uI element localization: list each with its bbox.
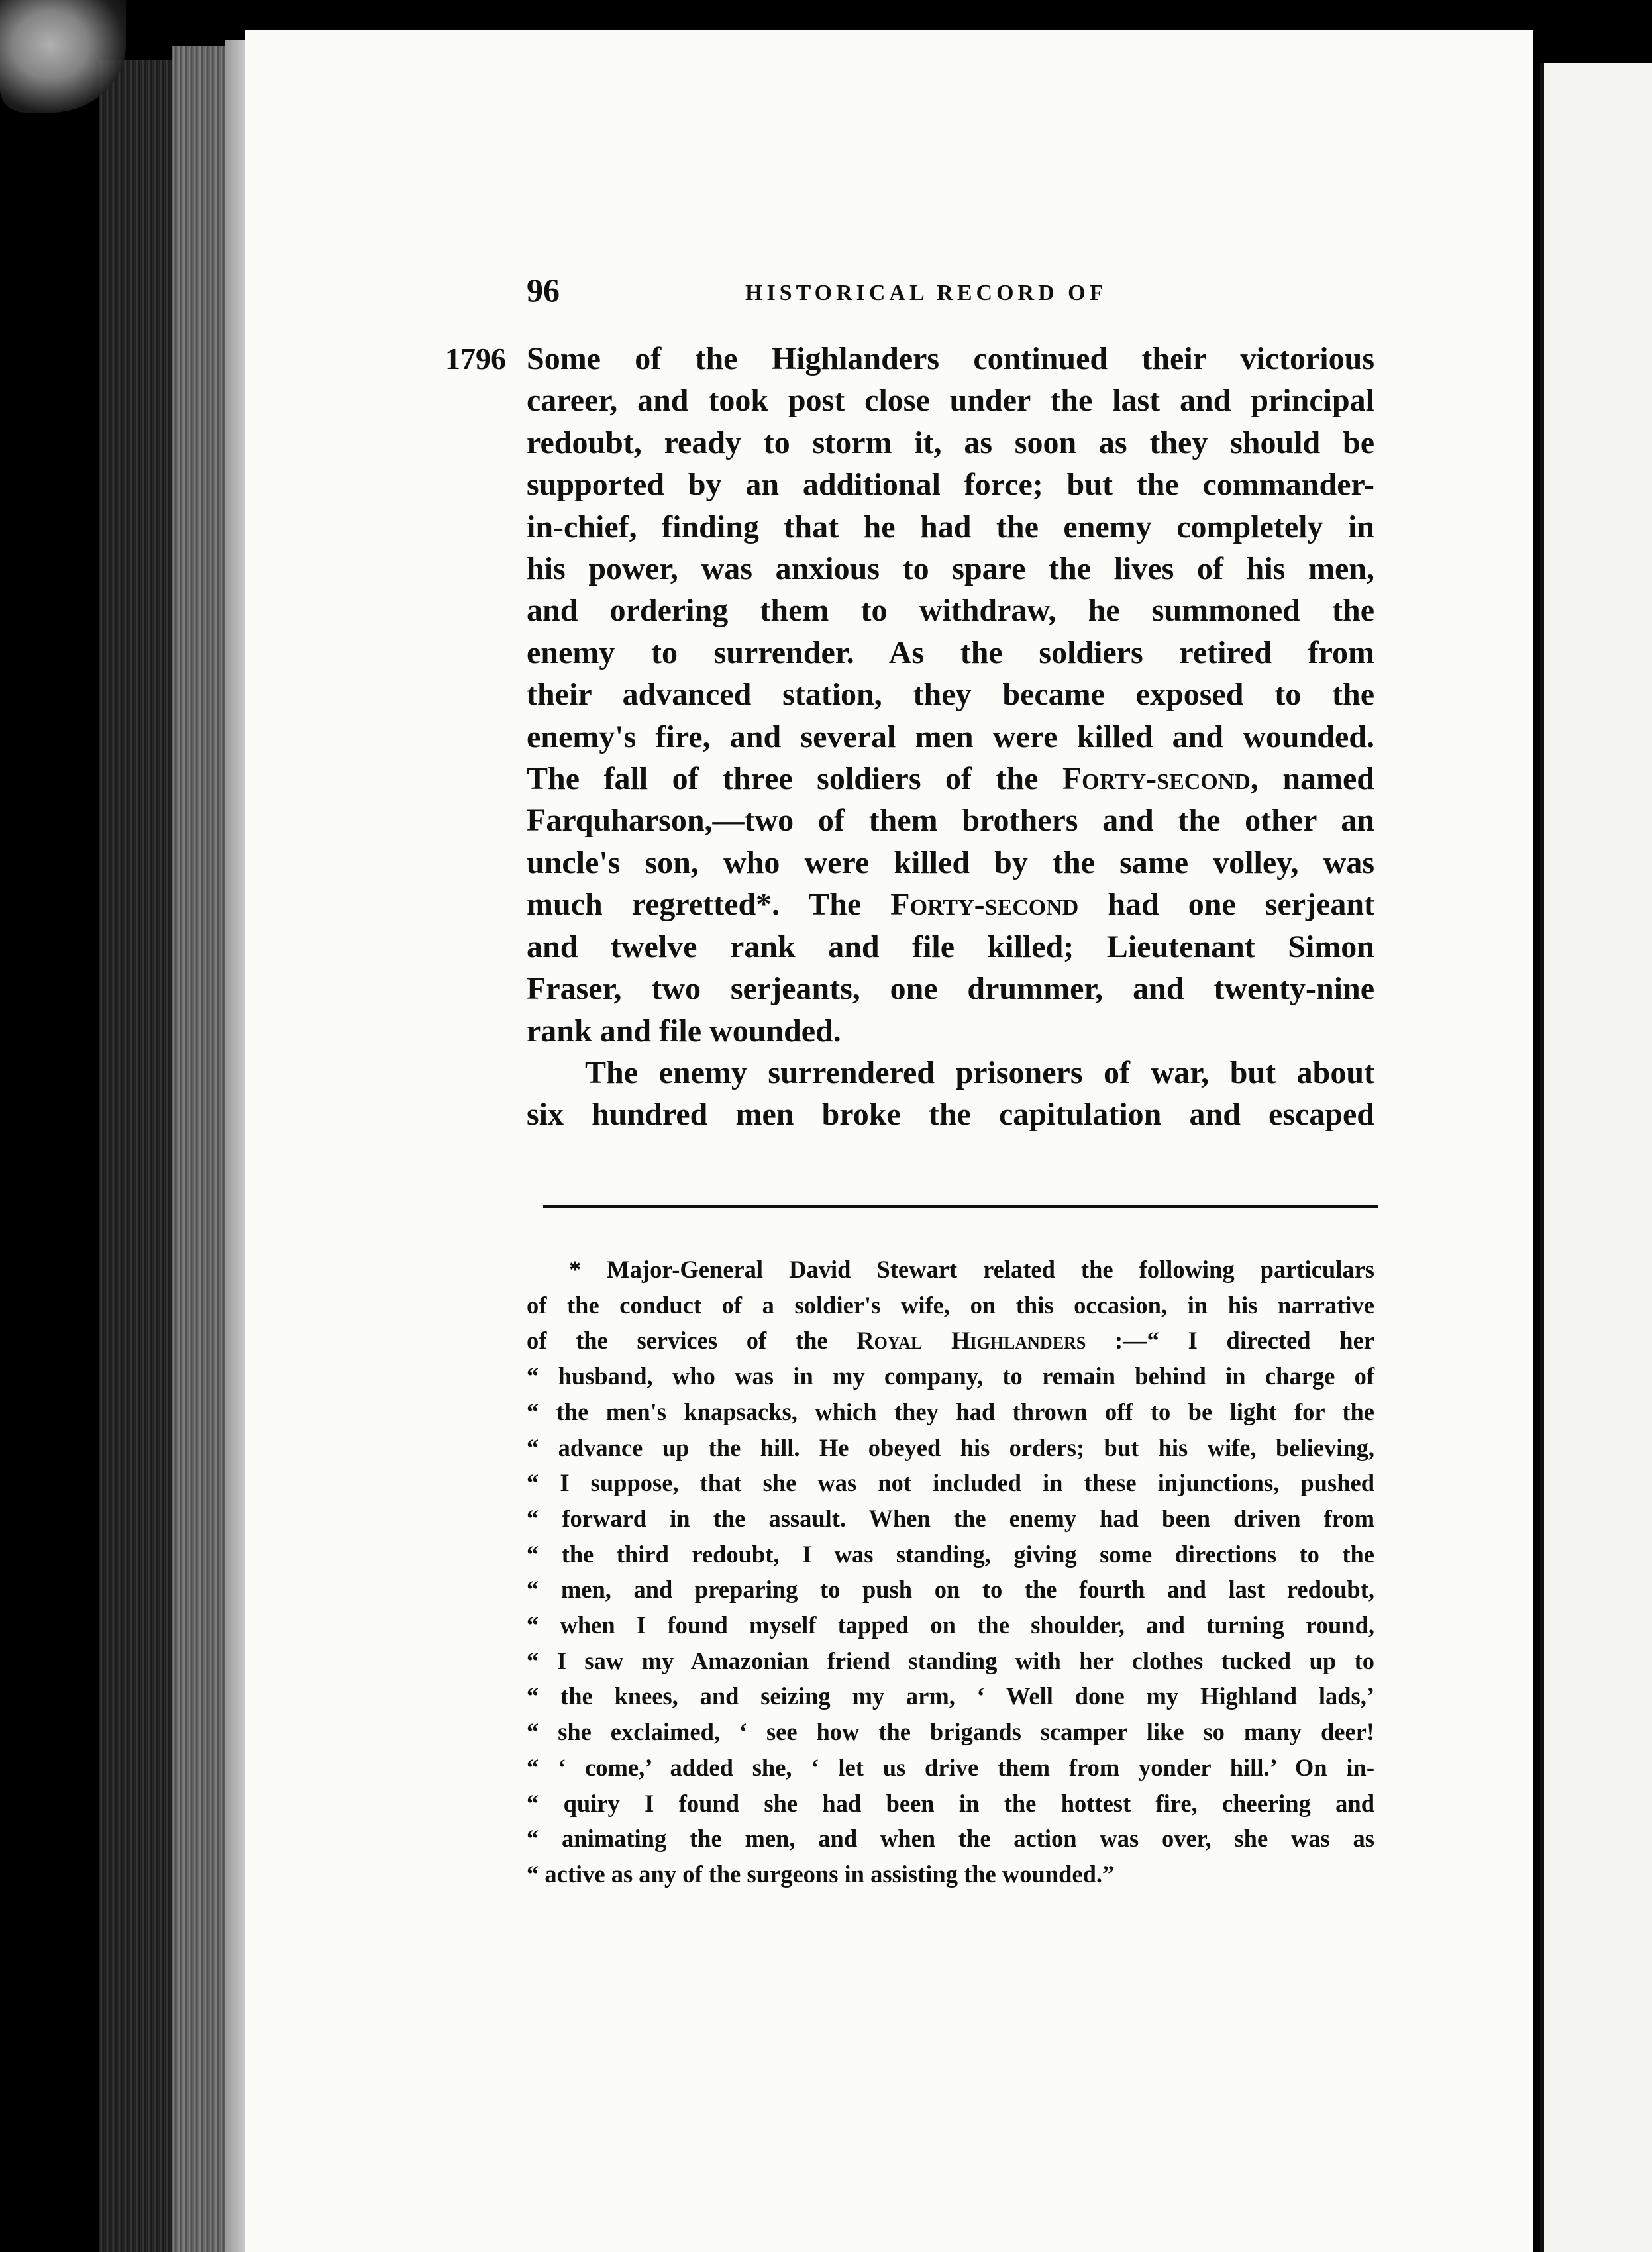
body-line: enemy's fire, and several men were killed and wounded. bbox=[527, 719, 1374, 754]
footnote-line: “ men, and preparing to push on to the fourth and last redoubt, bbox=[527, 1576, 1374, 1604]
footnote-line: of the conduct of a soldier's wife, on this occasion, in his narrative bbox=[527, 1291, 1374, 1319]
footnote bbox=[527, 1252, 1374, 1892]
footnote-line: “ forward in the assault. When the enemy had been driven from bbox=[527, 1504, 1374, 1532]
facing-page-edge bbox=[1540, 63, 1652, 2252]
body-line: and ordering them to withdraw, he summoned the bbox=[527, 593, 1374, 629]
body-line: uncle's son, who were killed by the same volley, was bbox=[527, 844, 1374, 880]
footnote-line: “ animating the men, and when the action was over, she was as bbox=[527, 1825, 1374, 1853]
body-text bbox=[527, 338, 1374, 1136]
footnote-line: “ I saw my Amazonian friend standing with her clothes tucked up to bbox=[527, 1647, 1374, 1674]
footnote-rule bbox=[543, 1205, 1378, 1208]
running-title: HISTORICAL RECORD OF bbox=[745, 281, 1108, 305]
footnote-line: “ the knees, and seizing my arm, ‘ Well done my Highland lads,’ bbox=[527, 1682, 1374, 1710]
footnote-line: “ I suppose, that she was not included in these injunctions, pushed bbox=[527, 1469, 1374, 1497]
margin-year: 1796 bbox=[445, 342, 506, 376]
page-number: 96 bbox=[527, 272, 560, 309]
line-segment: had one serjeant bbox=[1078, 887, 1375, 923]
body-line: enemy to surrender. As the soldiers retired from bbox=[527, 635, 1374, 670]
body-line: Some of the Highlanders continued their victorious bbox=[527, 341, 1374, 376]
line-segment: much regretted*. The bbox=[527, 887, 891, 923]
body-line bbox=[527, 758, 1374, 799]
footnote-line: “ husband, who was in my company, to remain behind in charge of bbox=[527, 1362, 1374, 1390]
small-caps-term: Forty-second bbox=[890, 887, 1079, 923]
line-segment: :—“ I directed her bbox=[1086, 1327, 1374, 1355]
body-line: Farquharson,—two of them brothers and the other an bbox=[527, 803, 1374, 839]
body-line: supported by an additional force; but the commander- bbox=[527, 467, 1374, 503]
footnote-line: “ quiry I found she had been in the hottest fire, cheering and bbox=[527, 1789, 1374, 1817]
line-segment: of the services of the bbox=[527, 1327, 857, 1355]
footnote-line: * Major-General David Stewart related the following particulars bbox=[569, 1256, 1374, 1283]
small-caps-term: Royal Highlanders bbox=[856, 1327, 1086, 1355]
book-page bbox=[245, 30, 1533, 2252]
paragraph-2 bbox=[527, 1052, 1374, 1136]
body-line: career, and took post close under the last and principal bbox=[527, 383, 1374, 419]
footnote-line: “ she exclaimed, ‘ see how the brigands scamper like so many deer! bbox=[527, 1718, 1374, 1746]
body-line: his power, was anxious to spare the lives of his men, bbox=[527, 551, 1374, 587]
footnote-line: “ the third redoubt, I was standing, giving some directions to the bbox=[527, 1540, 1374, 1568]
footnote-line bbox=[527, 1323, 1374, 1358]
body-line: rank and file wounded. bbox=[527, 1013, 841, 1049]
footnote-line: “ advance up the hill. He obeyed his orders; but his wife, believing, bbox=[527, 1433, 1374, 1461]
footnote-line: “ ‘ come,’ added she, ‘ let us drive them from yonder hill.’ On in- bbox=[527, 1753, 1374, 1781]
footnote-line: “ when I found myself tapped on the shoulder, and turning round, bbox=[527, 1612, 1374, 1639]
body-line: six hundred men broke the capitulation and escaped bbox=[527, 1097, 1374, 1133]
footnote-line: “ active as any of the surgeons in assisting the wounded.” bbox=[527, 1860, 1115, 1888]
body-line bbox=[527, 884, 1374, 925]
footnote-line: “ the men's knapsacks, which they had thrown off to be light for the bbox=[527, 1398, 1374, 1425]
body-line: their advanced station, they became exposed to the bbox=[527, 677, 1374, 713]
line-segment: The fall of three soldiers of the bbox=[527, 761, 1062, 797]
body-line: and twelve rank and file killed; Lieutenant Simon bbox=[527, 929, 1374, 964]
line-segment: , named bbox=[1250, 761, 1375, 797]
body-line: The enemy surrendered prisoners of war, but about bbox=[585, 1054, 1374, 1090]
body-line: Fraser, two serjeants, one drummer, and twenty-nine bbox=[527, 971, 1374, 1007]
body-line: redoubt, ready to storm it, as soon as they should be bbox=[527, 425, 1374, 460]
small-caps-term: Forty-second bbox=[1062, 761, 1251, 797]
body-line: in-chief, finding that he had the enemy completely in bbox=[527, 509, 1374, 544]
paragraph-1 bbox=[527, 338, 1374, 1052]
